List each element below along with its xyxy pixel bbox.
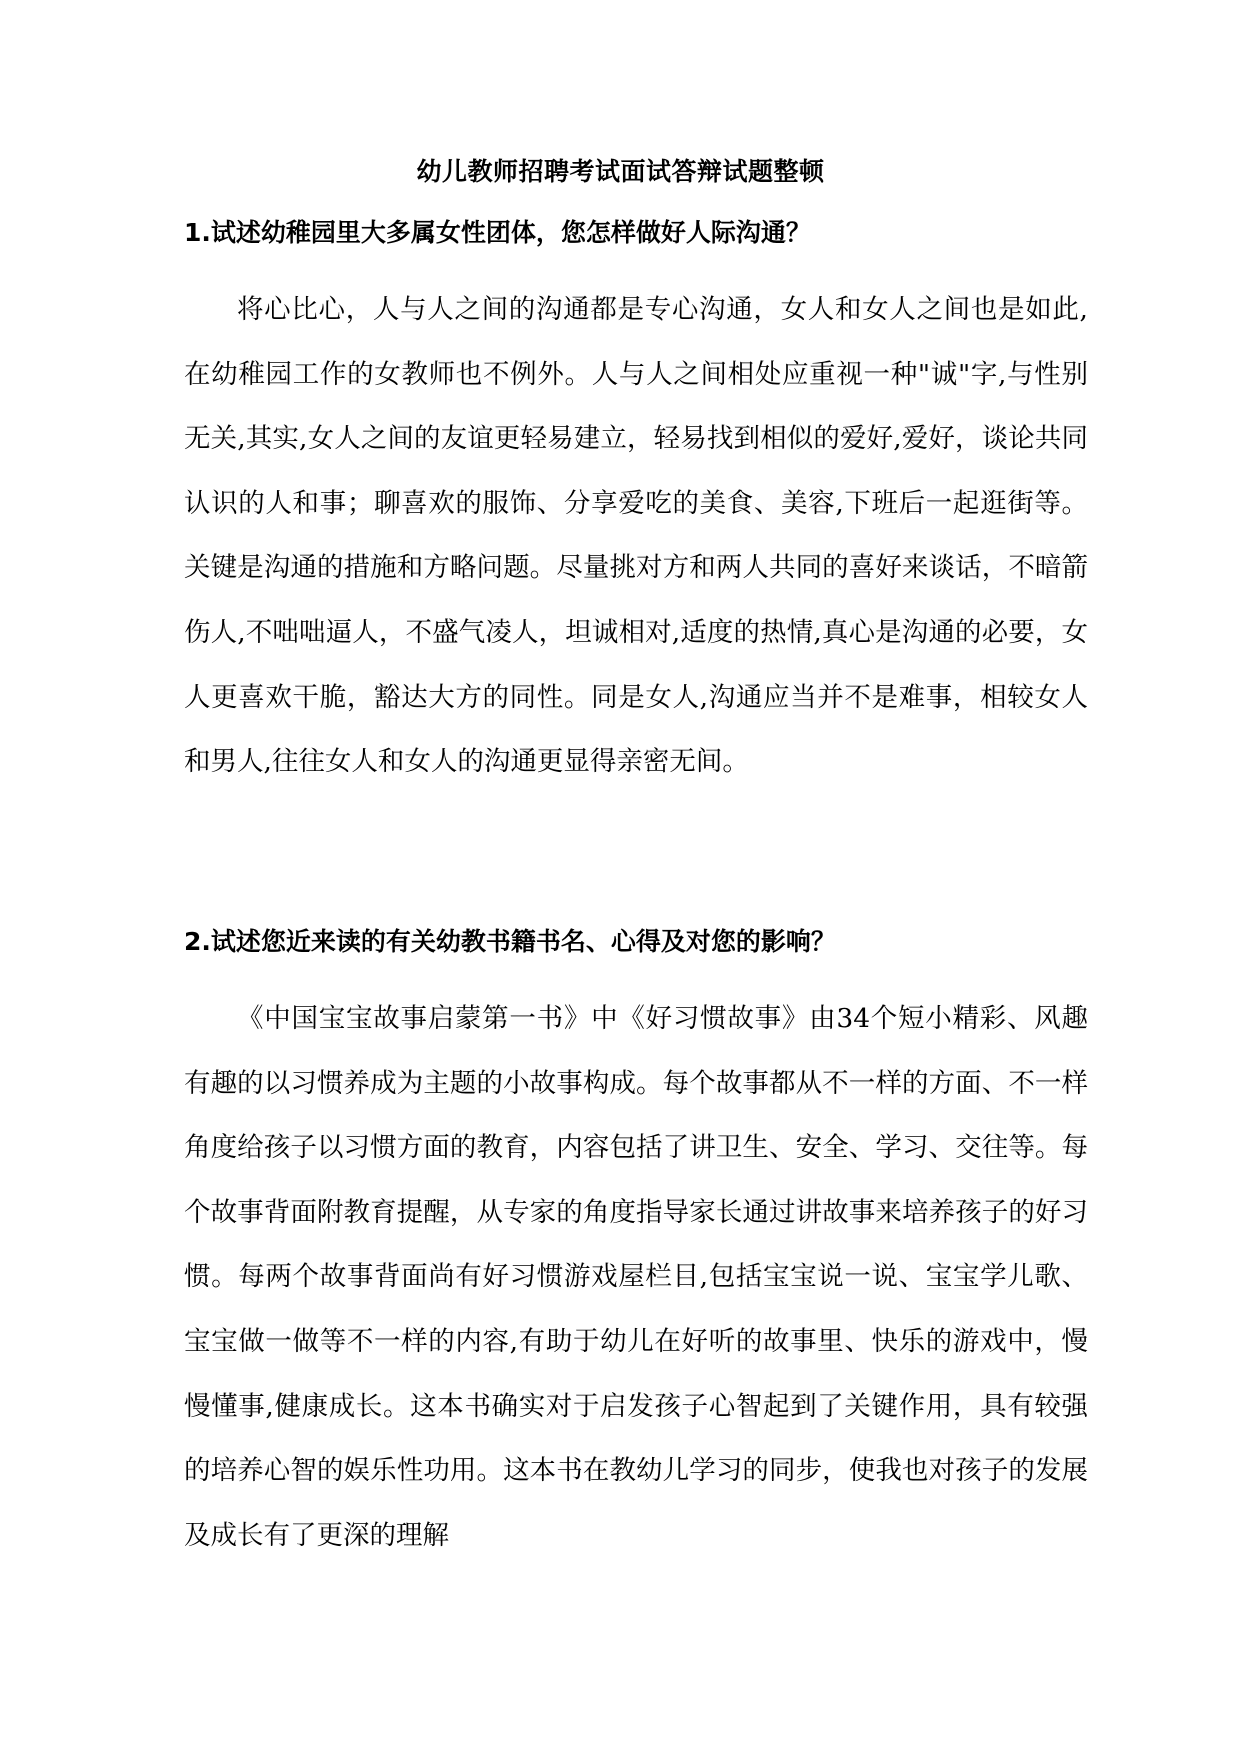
question-1-answer: 将心比心，人与人之间的沟通都是专心沟通，女人和女人之间也是如此,在幼稚园工作的女教师也不例外。人与人之间相处应重视一种"诚"字,与性别无关,其实,女人之间的友谊更轻易建立，轻易找到相似的爱好,爱好，谈论共同认识的人和事；聊喜欢的服饰、分享爱吃的美食、美容,下班后一起逛街等。关键是沟通的措施和方略问题。尽量挑对方和两人共同的喜好来谈话，不暗箭伤人,不咄咄逼人，不盛气凌人，坦诚相对,适度的热情,真心是沟通的必要，女人更喜欢干脆，豁达大方的同性。同是女人,沟通应当并不是难事，相较女人和男人,往往女人和女人的沟通更显得亲密无间。 — [184, 294, 1088, 778]
question-2-answer: 《中国宝宝故事启蒙第一书》中《好习惯故事》由34个短小精彩、风趣有趣的以习惯养成为主题的小故事构成。每个故事都从不一样的方面、不一样角度给孩子以习惯方面的教育，内容包括了讲卫生、安全、学习、交往等。每个故事背面附教育提醒，从专家的角度指导家长通过讲故事来培养孩子的好习惯。每两个故事背面尚有好习惯游戏屋栏目,包括宝宝说一说、宝宝学儿歌、宝宝做一做等不一样的内容,有助于幼儿在好听的故事里、快乐的游戏中，慢慢懂事,健康成长。这本书确实对于启发孩子心智起到了关键作用，具有较强的培养心智的娱乐性功用。这本书在教幼儿学习的同步，使我也对孩子的发展及成长有了更深的理解 — [184, 1003, 1088, 1551]
document-title: 幼儿教师招聘考试面试答辩试题整顿 — [416, 157, 825, 186]
question-2-heading: 2.试述您近来读的有关幼教书籍书名、心得及对您的影响？ — [184, 927, 836, 956]
question-1-heading: 1.试述幼稚园里大多属女性团体，您怎样做好人际沟通？ — [184, 218, 811, 247]
